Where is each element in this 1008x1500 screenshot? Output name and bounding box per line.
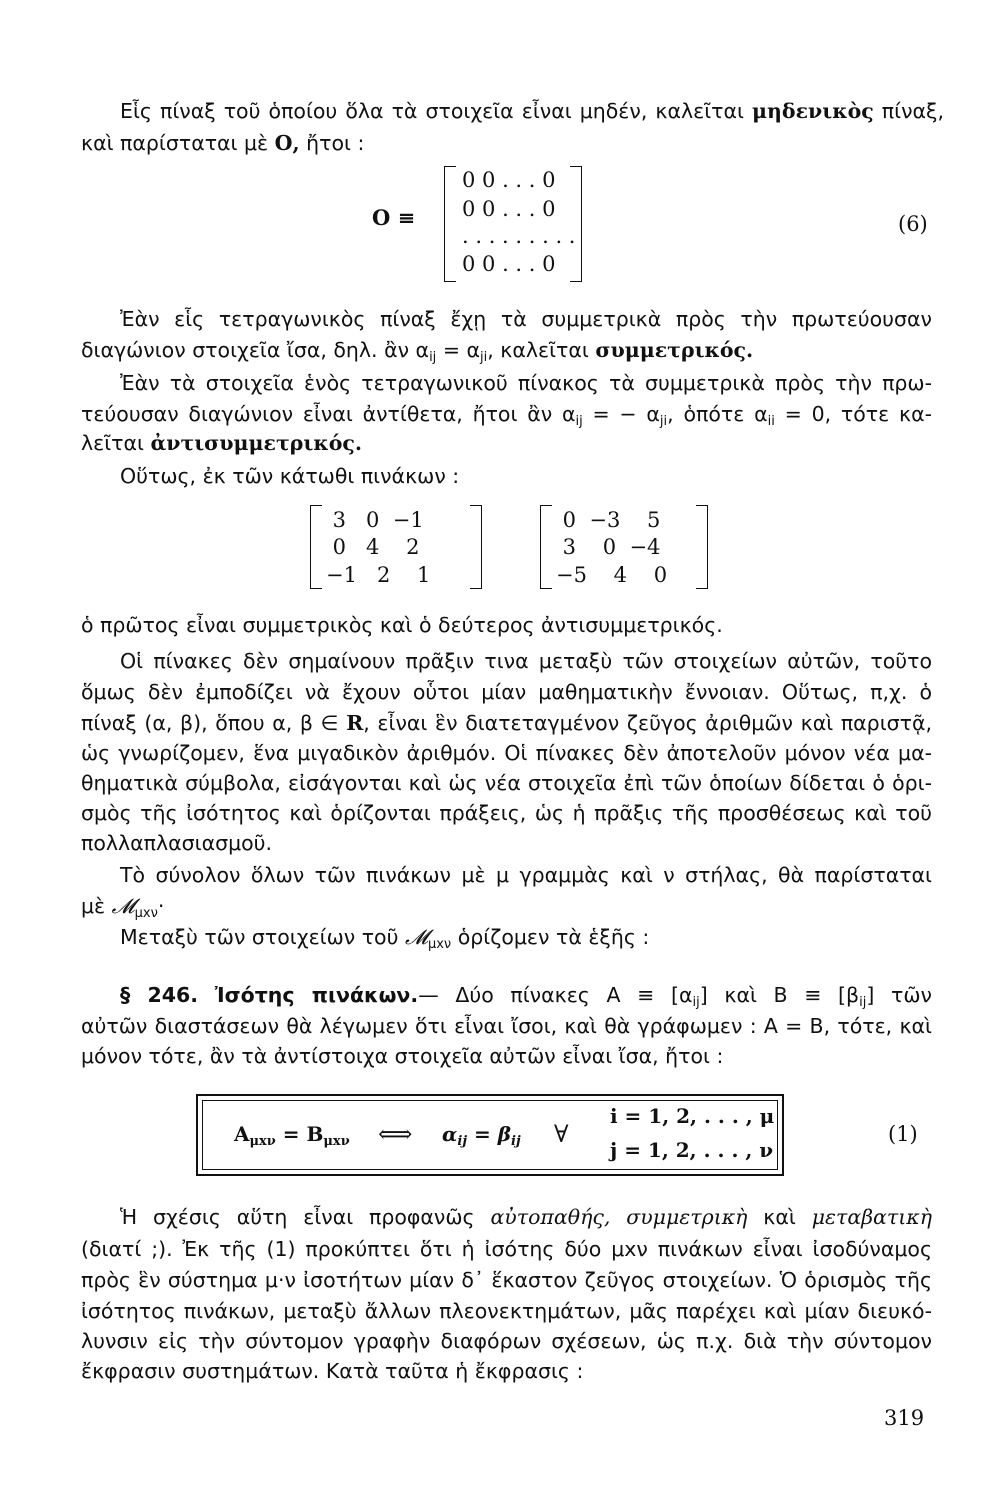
page-number: 319 [884,1406,925,1430]
p3-line-1: Ἐὰν τὰ στοιχεῖα ἑνὸς τετραγωνικοῦ πίνακος τὰ συμμετρικὰ πρὸς τὴν πρω- [120,371,932,395]
p6-line-6: σμὸς τῆς ἰσότητος καὶ ὁρίζονται πράξεις, ὡς ἡ πρᾶξις τῆς προσθέσεως καὶ τοῦ [81,801,932,825]
subscript: ij [429,350,437,365]
p2-line-1: Ἐὰν εἷς τετραγωνικὸς πίναξ ἔχῃ τὰ συμμετρικὰ πρὸς τὴν πρωτεύουσαν [120,307,932,331]
italic-term: μεταβατικὴ [811,1205,932,1229]
condition-j: j = 1, 2, . . . , ν [610,1138,774,1162]
text: = 0, τότε κα- [774,402,932,426]
p6-line-7: πολλαπλασιασμοῦ. [81,831,273,855]
p9-line-1 [120,1204,932,1230]
subscript: ji [659,414,668,429]
p6-line-3 [81,710,932,736]
text: καὶ [747,1205,812,1229]
p9-line-6: ἔκφρασιν συστημάτων. Κατὰ ταῦτα ἡ ἔκφρασις : [81,1359,584,1383]
matrix-set-symbol: 𝓜 [404,925,428,949]
text: Α [234,1122,250,1146]
matrix-row: 0 0 . . . 0 [462,252,556,276]
text: = Β [275,1122,324,1146]
zero-matrix-label: Ο ≡ [372,205,416,230]
text: ἤτοι : [299,131,365,155]
text: διαγώνιον στοιχεῖα ἴσα, δηλ. ἂν α [81,338,430,362]
text: = β [467,1122,512,1146]
p3-line-3 [81,430,362,456]
text: ] τῶν [866,983,932,1007]
formula-elements [442,1122,521,1149]
p7-line-1: Τὸ σύνολον ὅλων τῶν πινάκων μὲ μ γραμμὰς καὶ ν στήλας, θὰ παρίσταται [120,863,932,887]
text: καὶ παρίσταται μὲ [81,131,275,155]
subscript: μxν [323,1134,350,1149]
left-bracket [444,166,456,282]
section-246-line-1 [120,982,932,1016]
p1-line-2 [81,130,364,156]
left-bracket [310,505,322,589]
subscript: μxν [427,937,452,952]
text: , καλεῖται [487,338,596,362]
text: , εἶναι ἓν διατεταγμένον ζεῦγος ἀριθμῶν καὶ παριστᾷ, [363,711,932,735]
matrix-row: 0 4 2 [326,535,420,559]
matrix-row: −1 2 1 [326,563,431,587]
p6-line-2: ὅμως δὲν ἐμποδίζει νὰ ἔχουν οὗτοι μίαν μαθηματικὴν ἔννοιαν. Οὕτως, π,χ. ὁ [81,680,932,704]
iff-arrow: ⟺ [378,1120,413,1148]
left-bracket [540,505,552,589]
subscript: ij [575,414,583,429]
text: μὲ [81,894,112,918]
p2-line-2 [81,337,753,371]
p6-line-4: ὡς γνωρίζομεν, ἕνα μιγαδικὸν ἀριθμόν. Οἱ πίνακες δὲν ἀποτελοῦν μόνον νέα μα- [81,741,932,765]
right-bracket [696,505,708,589]
matrix-row: 0 −3 5 [556,508,661,532]
subscript: ii [767,414,775,429]
section-246-line-2: αὐτῶν διαστάσεων θὰ λέγωμεν ὅτι εἶναι ἴσοι, καὶ θὰ γράφωμεν : Α = Β, τότε, καὶ [81,1014,932,1038]
text: · [157,894,165,918]
text: Ἡ σχέσις αὕτη εἶναι προφανῶς [120,1205,491,1229]
matrix-row: 3 0 −4 [556,535,661,559]
text: = α [436,338,481,362]
matrix-row: 3 0 −1 [326,508,424,532]
equation-number: (1) [888,1122,918,1146]
p4-line-1: Οὕτως, ἐκ τῶν κάτωθι πινάκων : [120,464,460,488]
p9-line-5: λυνσιν εἰς τὴν σύντομον γραφὴν διαφόρων σχέσεων, ὡς π.χ. διὰ τὴν σύντομον [81,1329,932,1353]
text: , ὁπότε α [667,402,768,426]
matrix-row: . . . . . . . . . [462,224,576,248]
reals-symbol: R [346,711,364,735]
p7-line-2 [81,893,164,927]
subscript: ji [480,350,488,365]
formula-box [196,1094,784,1176]
matrix-set-symbol: 𝓜 [111,894,135,918]
p9-line-3: πρὸς ἓν σύστημα μ·ν ἰσοτήτων μίαν δ᾽ ἕκαστον ζεῦγος στοιχείων. Ὁ ὁρισμὸς τῆς [81,1268,932,1292]
equation-number: (6) [898,212,928,236]
text: Μεταξὺ τῶν στοιχείων τοῦ [120,925,405,949]
section-title: Ἰσότης πινάκων. [214,983,419,1007]
text: ὁρίζομεν τὰ ἑξῆς : [451,925,650,949]
right-bracket [470,505,482,589]
text: πίναξ, [873,99,944,123]
formula-main [234,1122,350,1149]
text: λεῖται [81,431,151,455]
p1-line-1 [120,98,944,124]
subscript: μxν [134,906,158,921]
condition-i: i = 1, 2, . . . , μ [610,1104,775,1128]
text: ] καὶ Β ≡ [β [699,983,860,1007]
subscript: ij [511,1134,521,1149]
text: τεύουσαν διαγώνιον εἶναι ἀντίθετα, ἤτοι ἂν α [81,402,576,426]
bold-term: συμμετρικός. [595,338,754,362]
text: α [442,1122,458,1146]
subscript: ij [692,995,700,1010]
text: — Δύο πίνακες Α ≡ [α [418,983,693,1007]
subscript: ij [457,1134,468,1149]
bold-term: μηδενικὸς [752,99,874,123]
text: πίναξ (α, β), ὅπου α, β ∈ [81,711,347,735]
matrix-row: −5 4 0 [556,563,668,587]
section-number: § 246. [120,983,199,1007]
matrix-row: 0 0 . . . 0 [462,168,556,192]
matrix-row: 0 0 . . . 0 [462,197,556,221]
text: Εἷς πίναξ τοῦ ὁποίου ὅλα τὰ στοιχεῖα εἶναι μηδέν, καλεῖται [120,99,753,123]
text: = − α [582,402,660,426]
zero-matrix-symbol: Ο, [274,131,300,155]
forall-symbol: ∀ [554,1120,569,1148]
p5-line-1: ὁ πρῶτος εἶναι συμμετρικὸς καὶ ὁ δεύτερος ἀντισυμμετρικός. [81,613,723,637]
section-246-line-3: μόνον τότε, ἂν τὰ ἀντίστοιχα στοιχεῖα αὐτῶν εἶναι ἴσα, ἤτοι : [81,1044,724,1068]
p9-line-2: (διατί ;). Ἐκ τῆς (1) προκύπτει ὅτι ἡ ἰσότης δύο μxν πινάκων εἶναι ἰσοδύναμος [81,1237,932,1261]
p6-line-1: Οἱ πίνακες δὲν σημαίνουν πρᾶξιν τινα μεταξὺ τῶν στοιχείων αὐτῶν, τοῦτο [120,649,932,673]
subscript: ij [859,995,867,1010]
p8-line-1 [120,924,649,958]
italic-term: αὐτοπαθής, συμμετρικὴ [490,1205,748,1229]
p9-line-4: ἰσότητος πινάκων, μεταξὺ ἄλλων πλεονεκτημάτων, μᾶς παρέχει καὶ μίαν διευκό- [81,1299,932,1323]
bold-term: ἀντισυμμετρικός. [150,431,362,455]
subscript: μxν [249,1134,276,1149]
p6-line-5: θηματικὰ σύμβολα, εἰσάγονται καὶ ὡς νέα στοιχεῖα ἐπὶ τῶν ὁποίων δίδεται ὁ ὁρι- [81,771,932,795]
